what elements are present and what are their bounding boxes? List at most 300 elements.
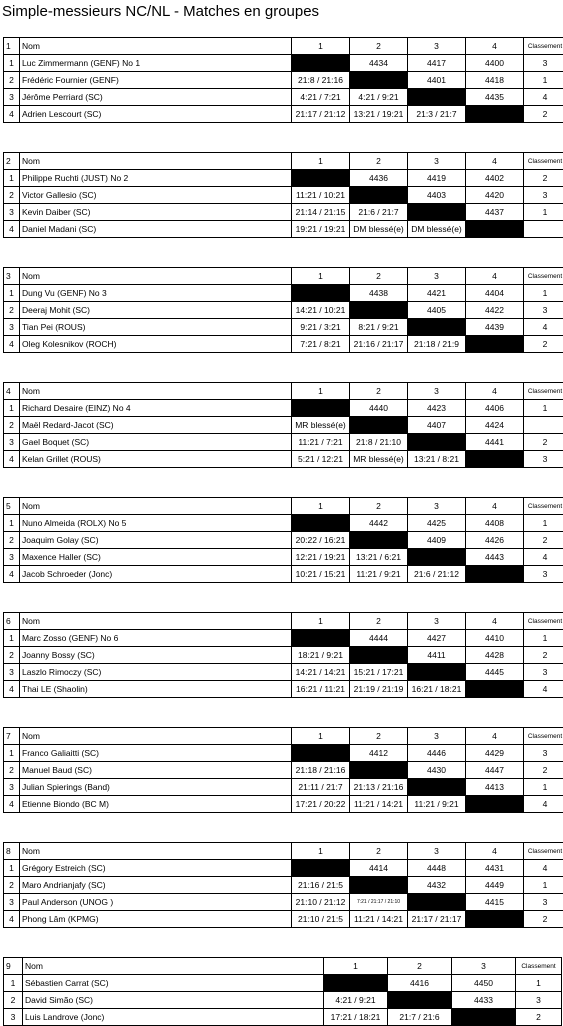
player-row [4,89,563,106]
match-cell: 17:21 / 20:22 [292,796,350,813]
match-cell: 4418 [466,72,524,89]
match-cell: 4444 [350,630,408,647]
match-cell: 21:10 / 21:5 [292,911,350,928]
self-match-cell [292,55,350,72]
self-match-cell [408,894,466,911]
opponent-column-header: 1 [292,268,350,285]
group-number: 5 [4,498,20,515]
match-cell: 14:21 / 10:21 [292,302,350,319]
group-number: 6 [4,613,20,630]
match-cell: 4:21 / 7:21 [292,89,350,106]
self-match-cell [292,745,350,762]
self-match-cell [292,285,350,302]
match-cell: MR blessé(e) [350,451,408,468]
player-row [4,647,563,664]
opponent-column-header: 2 [350,153,408,170]
player-row [4,106,563,123]
match-cell: 4436 [350,170,408,187]
opponent-column-header: 4 [466,613,524,630]
player-rank: 2 [524,911,563,928]
player-rank: 1 [524,400,563,417]
name-column-header: Nom [20,268,292,285]
player-name: Maël Redard-Jacot (SC) [20,417,292,434]
player-name: Tian Pei (ROUS) [20,319,292,336]
player-position: 3 [4,89,20,106]
match-cell: 4445 [466,664,524,681]
name-column-header: Nom [20,498,292,515]
player-rank: 4 [524,860,563,877]
player-row [4,630,563,647]
player-row [4,72,563,89]
self-match-cell [350,302,408,319]
opponent-column-header: 2 [350,38,408,55]
player-name: Daniel Madani (SC) [20,221,292,238]
match-cell: 4:21 / 9:21 [350,89,408,106]
player-position: 4 [4,106,20,123]
match-cell: 11:21 / 9:21 [408,796,466,813]
match-cell: 21:7 / 21:6 [388,1009,452,1026]
group-header-row [4,383,563,400]
group-number: 7 [4,728,20,745]
match-cell: 4408 [466,515,524,532]
player-position: 1 [4,515,20,532]
match-cell: 21:17 / 21:12 [292,106,350,123]
player-name: Paul Anderson (UNOG ) [20,894,292,911]
self-match-cell [408,319,466,336]
match-cell: 21:6 / 21:12 [408,566,466,583]
rank-column-header: Classement [524,153,563,170]
opponent-column-header: 2 [350,498,408,515]
player-position: 3 [4,319,20,336]
player-row [4,549,563,566]
player-rank: 3 [516,992,562,1009]
player-rank: 1 [516,975,562,992]
player-position: 3 [4,664,20,681]
player-position: 2 [4,992,23,1009]
player-name: Laszlo Rimoczy (SC) [20,664,292,681]
player-row [4,877,563,894]
player-position: 1 [4,630,20,647]
player-row [4,762,563,779]
self-match-cell [466,451,524,468]
group-header-row [4,498,563,515]
self-match-cell [388,992,452,1009]
group-number: 1 [4,38,20,55]
name-column-header: Nom [20,153,292,170]
match-cell: 4428 [466,647,524,664]
player-rank: 4 [524,796,563,813]
rank-column-header: Classement [524,268,563,285]
match-cell: 4423 [408,400,466,417]
match-cell: 21:19 / 21:19 [350,681,408,698]
player-row [4,55,563,72]
match-cell: 4443 [466,549,524,566]
player-position: 1 [4,55,20,72]
player-row [4,664,563,681]
self-match-cell [350,417,408,434]
player-name: Kevin Daiber (SC) [20,204,292,221]
self-match-cell [408,434,466,451]
player-row [4,1009,562,1026]
opponent-column-header: 3 [408,728,466,745]
player-position: 2 [4,762,20,779]
match-cell: 4433 [452,992,516,1009]
group-table [3,842,563,928]
player-row [4,911,563,928]
group-number: 9 [4,958,23,975]
player-position: 3 [4,894,20,911]
player-name: Luis Landrove (Jonc) [23,1009,324,1026]
name-column-header: Nom [23,958,324,975]
player-row [4,451,563,468]
group-header-row [4,153,563,170]
match-cell: 4450 [452,975,516,992]
match-cell: 11:21 / 9:21 [350,566,408,583]
opponent-column-header: 1 [292,383,350,400]
match-cell: 8:21 / 9:21 [350,319,408,336]
match-cell: 4403 [408,187,466,204]
match-cell: 21:16 / 21:17 [350,336,408,353]
match-cell: 4431 [466,860,524,877]
player-row [4,434,563,451]
player-name: Etienne Biondo (BC M) [20,796,292,813]
opponent-column-header: 4 [466,153,524,170]
self-match-cell [350,762,408,779]
player-position: 3 [4,779,20,796]
opponent-column-header: 1 [292,38,350,55]
match-cell: 20:22 / 16:21 [292,532,350,549]
player-rank: 1 [524,72,563,89]
opponent-column-header: 3 [408,38,466,55]
match-cell: 19:21 / 19:21 [292,221,350,238]
group-number: 3 [4,268,20,285]
match-cell: 4406 [466,400,524,417]
match-cell: 21:6 / 21:7 [350,204,408,221]
player-position: 4 [4,221,20,238]
group-table-9 [3,957,562,1026]
match-cell: 21:8 / 21:16 [292,72,350,89]
player-name: Phong Lâm (KPMG) [20,911,292,928]
opponent-column-header: 1 [292,728,350,745]
match-cell: 11:21 / 7:21 [292,434,350,451]
player-position: 2 [4,187,20,204]
self-match-cell [292,515,350,532]
self-match-cell [408,549,466,566]
match-cell: 4401 [408,72,466,89]
player-name: Luc Zimmermann (GENF) No 1 [20,55,292,72]
player-rank: 3 [524,745,563,762]
match-cell: 16:21 / 11:21 [292,681,350,698]
player-position: 1 [4,170,20,187]
player-position: 2 [4,417,20,434]
player-position: 4 [4,451,20,468]
match-cell: DM blessé(e) [408,221,466,238]
match-cell: 4432 [408,877,466,894]
player-rank: 1 [524,877,563,894]
player-row [4,221,563,238]
player-row [4,796,563,813]
opponent-column-header: 3 [408,613,466,630]
player-name: Maxence Haller (SC) [20,549,292,566]
match-cell: 4440 [350,400,408,417]
player-rank: 1 [524,630,563,647]
player-position: 2 [4,72,20,89]
self-match-cell [466,911,524,928]
opponent-column-header: 4 [466,383,524,400]
rank-column-header: Classement [524,383,563,400]
player-position: 4 [4,566,20,583]
player-rank: 1 [524,779,563,796]
player-rank: 4 [524,681,563,698]
self-match-cell [292,860,350,877]
player-rank: 2 [524,647,563,664]
player-row [4,779,563,796]
player-name: Gael Boquet (SC) [20,434,292,451]
match-cell: 11:21 / 14:21 [350,911,408,928]
match-cell: 4427 [408,630,466,647]
player-position: 1 [4,975,23,992]
opponent-column-header: 3 [408,383,466,400]
name-column-header: Nom [20,383,292,400]
opponent-column-header: 1 [292,843,350,860]
player-rank: 2 [524,336,563,353]
match-cell: 12:21 / 19:21 [292,549,350,566]
match-cell: 4420 [466,187,524,204]
opponent-column-header: 1 [292,153,350,170]
group-table [3,612,563,698]
match-cell: 4441 [466,434,524,451]
opponent-column-header: 4 [466,38,524,55]
match-cell: 21:18 / 21:16 [292,762,350,779]
player-rank: 3 [524,664,563,681]
match-cell: 4439 [466,319,524,336]
match-cell: MR blessé(e) [292,417,350,434]
self-match-cell [408,89,466,106]
name-column-header: Nom [20,38,292,55]
opponent-column-header: 1 [292,498,350,515]
match-cell: 4405 [408,302,466,319]
player-name: Joaquim Golay (SC) [20,532,292,549]
player-rank: 2 [524,434,563,451]
opponent-column-header: 3 [408,153,466,170]
match-cell: 4411 [408,647,466,664]
player-name: Victor Gallesio (SC) [20,187,292,204]
match-cell: 4:21 / 9:21 [324,992,388,1009]
match-cell: 4438 [350,285,408,302]
self-match-cell [350,72,408,89]
match-cell: 4449 [466,877,524,894]
group-number: 2 [4,153,20,170]
player-name: Nuno Almeida (ROLX) No 5 [20,515,292,532]
name-column-header: Nom [20,843,292,860]
player-position: 4 [4,336,20,353]
player-row [4,515,563,532]
match-cell: 5:21 / 12:21 [292,451,350,468]
player-position: 1 [4,745,20,762]
self-match-cell [292,400,350,417]
player-position: 1 [4,285,20,302]
player-position: 4 [4,796,20,813]
player-name: Maro Andrianjafy (SC) [20,877,292,894]
opponent-column-header: 4 [466,728,524,745]
player-name: Jérôme Perriard (SC) [20,89,292,106]
match-cell: 4409 [408,532,466,549]
self-match-cell [324,975,388,992]
match-cell: 14:21 / 14:21 [292,664,350,681]
player-row [4,992,562,1009]
match-cell: 4413 [466,779,524,796]
self-match-cell [452,1009,516,1026]
match-cell: 4426 [466,532,524,549]
player-position: 3 [4,434,20,451]
self-match-cell [466,336,524,353]
player-row [4,319,563,336]
opponent-column-header: 2 [350,268,408,285]
player-row [4,566,563,583]
match-cell: 4410 [466,630,524,647]
player-rank [524,417,563,434]
match-cell: 9:21 / 3:21 [292,319,350,336]
player-rank: 4 [524,549,563,566]
self-match-cell [350,532,408,549]
opponent-column-header: 4 [466,498,524,515]
player-name: Grégory Estreich (SC) [20,860,292,877]
match-cell: 4425 [408,515,466,532]
match-cell: 21:8 / 21:10 [350,434,408,451]
match-cell: 4434 [350,55,408,72]
player-position: 1 [4,400,20,417]
player-row [4,532,563,549]
match-cell: 4407 [408,417,466,434]
player-row [4,187,563,204]
match-cell: 15:21 / 17:21 [350,664,408,681]
player-name: Philippe Ruchti (JUST) No 2 [20,170,292,187]
player-name: Dung Vu (GENF) No 3 [20,285,292,302]
group-number: 8 [4,843,20,860]
player-name: David Simão (SC) [23,992,324,1009]
rank-column-header: Classement [524,728,563,745]
opponent-column-header: 3 [408,268,466,285]
name-column-header: Nom [20,728,292,745]
player-row [4,975,562,992]
match-cell: 7:21 / 21:17 / 21:10 [350,894,408,911]
opponent-column-header: 3 [408,843,466,860]
match-cell: 21:13 / 21:16 [350,779,408,796]
player-name: Sébastien Carrat (SC) [23,975,324,992]
match-cell: 4415 [466,894,524,911]
self-match-cell [408,664,466,681]
page-title: Simple-messieurs NC/NL - Matches en groupes [2,3,319,20]
opponent-column-header: 2 [350,613,408,630]
player-row [4,894,563,911]
player-name: Thai LE (Shaolin) [20,681,292,698]
group-number: 4 [4,383,20,400]
player-name: Oleg Kolesnikov (ROCH) [20,336,292,353]
match-cell: 18:21 / 9:21 [292,647,350,664]
opponent-column-header: 4 [466,843,524,860]
group-table [3,382,563,468]
match-cell: 21:11 / 21:7 [292,779,350,796]
self-match-cell [466,566,524,583]
group-table [3,497,563,583]
group-table [3,267,563,353]
match-cell: 4437 [466,204,524,221]
player-rank: 1 [524,515,563,532]
player-row [4,336,563,353]
match-cell: 10:21 / 15:21 [292,566,350,583]
match-cell: 4416 [388,975,452,992]
self-match-cell [466,681,524,698]
match-cell: 4400 [466,55,524,72]
match-cell: 4419 [408,170,466,187]
match-cell: 4430 [408,762,466,779]
player-name: Marc Zosso (GENF) No 6 [20,630,292,647]
player-name: Joanny Bossy (SC) [20,647,292,664]
group-header-row [4,38,563,55]
player-row [4,302,563,319]
match-cell: 4404 [466,285,524,302]
group-table [3,152,563,238]
match-cell: 11:21 / 14:21 [350,796,408,813]
player-row [4,417,563,434]
player-rank: 1 [524,204,563,221]
match-cell: 11:21 / 10:21 [292,187,350,204]
match-cell: 16:21 / 18:21 [408,681,466,698]
group-header-row [4,958,562,975]
player-position: 4 [4,911,20,928]
opponent-column-header: 2 [350,383,408,400]
self-match-cell [466,106,524,123]
group-header-row [4,843,563,860]
player-rank: 3 [524,302,563,319]
player-rank: 3 [524,894,563,911]
match-cell: 4422 [466,302,524,319]
match-cell: 21:16 / 21:5 [292,877,350,894]
player-rank: 3 [524,566,563,583]
player-row [4,204,563,221]
player-position: 2 [4,532,20,549]
player-name: Frédéric Fournier (GENF) [20,72,292,89]
rank-column-header: Classement [524,843,563,860]
player-rank: 4 [524,319,563,336]
rank-column-header: Classement [516,958,562,975]
rank-column-header: Classement [524,613,563,630]
group-header-row [4,728,563,745]
match-cell: 4429 [466,745,524,762]
player-rank: 2 [524,106,563,123]
match-cell: DM blessé(e) [350,221,408,238]
player-position: 2 [4,877,20,894]
rank-column-header: Classement [524,498,563,515]
match-cell: 4442 [350,515,408,532]
opponent-column-header: 2 [350,728,408,745]
match-cell: 17:21 / 18:21 [324,1009,388,1026]
opponent-column-header: 3 [452,958,516,975]
group-header-row [4,268,563,285]
player-rank: 2 [524,762,563,779]
player-name: Adrien Lescourt (SC) [20,106,292,123]
self-match-cell [350,187,408,204]
player-name: Jacob Schroeder (Jonc) [20,566,292,583]
match-cell: 4414 [350,860,408,877]
match-cell: 21:18 / 21:9 [408,336,466,353]
match-cell: 4417 [408,55,466,72]
player-name: Julian Spierings (Band) [20,779,292,796]
match-cell: 4412 [350,745,408,762]
player-rank: 2 [516,1009,562,1026]
player-name: Deeraj Mohit (SC) [20,302,292,319]
opponent-column-header: 2 [350,843,408,860]
